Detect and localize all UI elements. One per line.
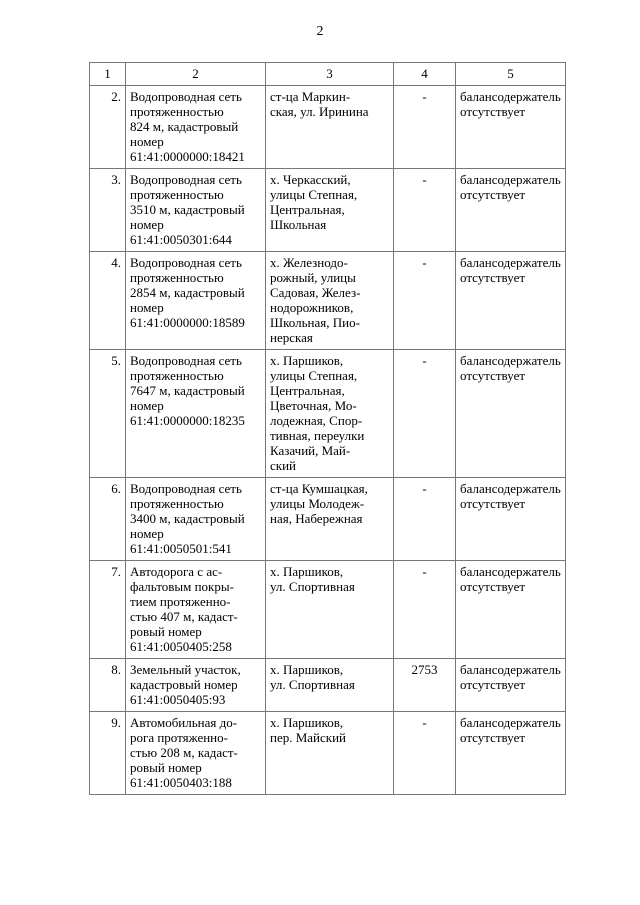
- address-text: х. Паршиков, пер. Майский: [270, 715, 347, 745]
- address-text: х. Паршиков, ул. Спортивная: [270, 662, 355, 692]
- holder-text: балансодержатель отсутствует: [460, 255, 561, 285]
- table-row: [90, 478, 566, 561]
- address-text: х. Черкасский, улицы Степная, Центральная, Школьная: [270, 172, 358, 232]
- property-table: [89, 62, 566, 795]
- holder-cell: [456, 712, 566, 795]
- column-header-3: 3: [266, 63, 394, 86]
- holder-text: балансодержатель отсутствует: [460, 564, 561, 594]
- row-number-cell: 2.: [90, 86, 126, 169]
- row-number-cell: 7.: [90, 561, 126, 659]
- object-cell: [126, 252, 266, 350]
- holder-text: балансодержатель отсутствует: [460, 481, 561, 511]
- object-cell: [126, 169, 266, 252]
- object-cell: [126, 86, 266, 169]
- area-cell: -: [394, 169, 456, 252]
- row-number-cell: 3.: [90, 169, 126, 252]
- object-text: Автомобильная до- рога протяженно- стью 208 м, кадаст- ровый номер 61:41:0050403:188: [130, 715, 238, 790]
- address-cell: [266, 712, 394, 795]
- table-row: [90, 86, 566, 169]
- address-cell: [266, 478, 394, 561]
- column-header-1: 1: [90, 63, 126, 86]
- object-cell: [126, 659, 266, 712]
- address-cell: [266, 561, 394, 659]
- area-cell: 2753: [394, 659, 456, 712]
- holder-text: балансодержатель отсутствует: [460, 89, 561, 119]
- area-cell: -: [394, 712, 456, 795]
- object-cell: [126, 561, 266, 659]
- address-text: х. Паршиков, ул. Спортивная: [270, 564, 355, 594]
- object-cell: [126, 712, 266, 795]
- row-number-cell: 9.: [90, 712, 126, 795]
- column-header-5: 5: [456, 63, 566, 86]
- area-cell: -: [394, 350, 456, 478]
- column-header-4: 4: [394, 63, 456, 86]
- page-number: 2: [316, 24, 324, 39]
- holder-cell: [456, 169, 566, 252]
- table-row: [90, 169, 566, 252]
- object-text: Водопроводная сеть протяженностью 2854 м, кадастровый номер 61:41:0000000:18589: [130, 255, 245, 330]
- object-text: Земельный участок, кадастровый номер 61:41:0050405:93: [130, 662, 241, 707]
- address-text: ст-ца Кумшацкая, улицы Молодеж- ная, Набережная: [270, 481, 368, 526]
- holder-cell: [456, 478, 566, 561]
- table-row: [90, 712, 566, 795]
- holder-text: балансодержатель отсутствует: [460, 715, 561, 745]
- table-row: [90, 252, 566, 350]
- table-row: [90, 561, 566, 659]
- address-text: х. Железнодо- рожный, улицы Садовая, Желез- нодорожников, Школьная, Пио- нерская: [270, 255, 361, 345]
- holder-cell: [456, 86, 566, 169]
- holder-cell: [456, 350, 566, 478]
- address-text: х. Паршиков, улицы Степная, Центральная, Цветочная, Мо- лодежная, Спор- тивная, переулки Казачий, Май- ский: [270, 353, 365, 473]
- address-cell: [266, 169, 394, 252]
- area-cell: -: [394, 86, 456, 169]
- holder-cell: [456, 252, 566, 350]
- holder-text: балансодержатель отсутствует: [460, 172, 561, 202]
- object-text: Водопроводная сеть протяженностью 7647 м, кадастровый номер 61:41:0000000:18235: [130, 353, 245, 428]
- address-cell: [266, 86, 394, 169]
- table-header-row: [90, 63, 566, 86]
- area-cell: -: [394, 252, 456, 350]
- row-number-cell: 5.: [90, 350, 126, 478]
- row-number-cell: 8.: [90, 659, 126, 712]
- row-number-cell: 6.: [90, 478, 126, 561]
- holder-cell: [456, 659, 566, 712]
- table-row: [90, 659, 566, 712]
- holder-text: балансодержатель отсутствует: [460, 662, 561, 692]
- holder-text: балансодержатель отсутствует: [460, 353, 561, 383]
- table-row: [90, 350, 566, 478]
- area-cell: -: [394, 478, 456, 561]
- object-cell: [126, 350, 266, 478]
- address-cell: [266, 350, 394, 478]
- holder-cell: [456, 561, 566, 659]
- column-header-2: 2: [126, 63, 266, 86]
- object-text: Водопроводная сеть протяженностью 3400 м, кадастровый номер 61:41:0050501:541: [130, 481, 245, 556]
- area-cell: -: [394, 561, 456, 659]
- object-text: Автодорога с ас- фальтовым покры- тием протяженно- стью 407 м, кадаст- ровый номер 61:41:0050405:258: [130, 564, 238, 654]
- object-cell: [126, 478, 266, 561]
- row-number-cell: 4.: [90, 252, 126, 350]
- address-text: ст-ца Маркин- ская, ул. Иринина: [270, 89, 369, 119]
- object-text: Водопроводная сеть протяженностью 3510 м, кадастровый номер 61:41:0050301:644: [130, 172, 245, 247]
- object-text: Водопроводная сеть протяженностью 824 м, кадастровый номер 61:41:0000000:18421: [130, 89, 245, 164]
- address-cell: [266, 659, 394, 712]
- address-cell: [266, 252, 394, 350]
